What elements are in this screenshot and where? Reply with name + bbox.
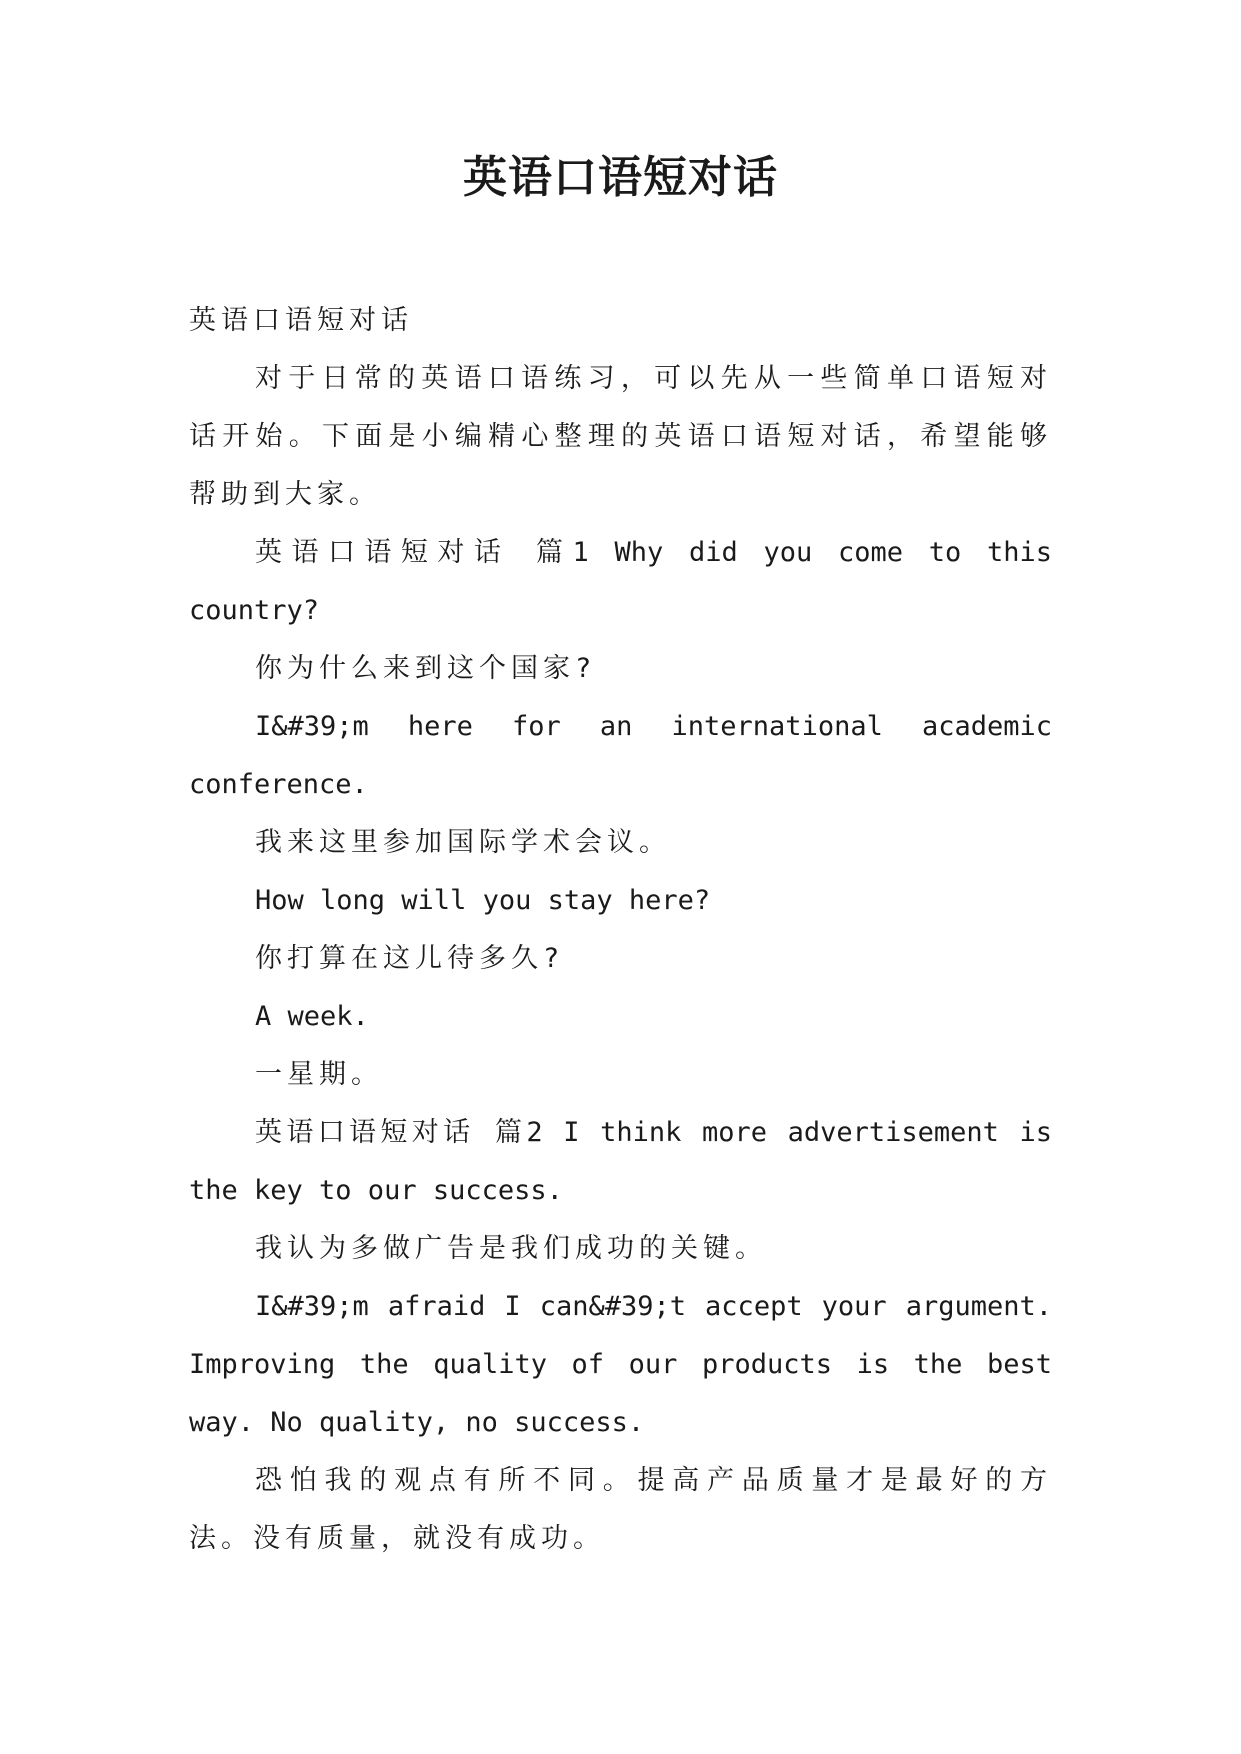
section-1-paragraph: 英语口语短对话 篇1 Why did you come to this country?: [189, 537, 1052, 626]
dialogue-line-zh: 恐怕我的观点有所不同。提高产品质量才是最好的方法。没有质量，就没有成功。: [189, 1465, 1052, 1554]
document-title: 英语口语短对话: [463, 152, 778, 203]
dialogue-line-zh: 我来这里参加国际学术会议。: [255, 827, 671, 858]
subtitle-paragraph: 英语口语短对话: [189, 305, 413, 336]
section-2-paragraph: 英语口语短对话 篇2 I think more advertisement is the key to our success.: [189, 1117, 1052, 1206]
dialogue-line-en: I&#39;m afraid I can&#39;t accept your argument. Improving the quality of our products is the best way. No quality, no success.: [189, 1291, 1052, 1438]
intro-paragraph: 对于日常的英语口语练习，可以先从一些简单口语短对话开始。下面是小编精心整理的英语口语短对话，希望能够帮助到大家。: [189, 363, 1052, 510]
document-body: [189, 292, 1052, 1568]
dialogue-line-zh: 我认为多做广告是我们成功的关键。: [255, 1233, 767, 1264]
dialogue-line-en: I&#39;m here for an international academic conference.: [189, 711, 1052, 800]
dialogue-line-en: A week.: [255, 1001, 369, 1032]
dialogue-line-zh: 你为什么来到这个国家?: [255, 653, 597, 684]
dialogue-line-zh: 你打算在这儿待多久?: [255, 943, 565, 974]
dialogue-line-zh: 一星期。: [255, 1059, 383, 1090]
dialogue-line-en: How long will you stay here?: [255, 885, 711, 916]
